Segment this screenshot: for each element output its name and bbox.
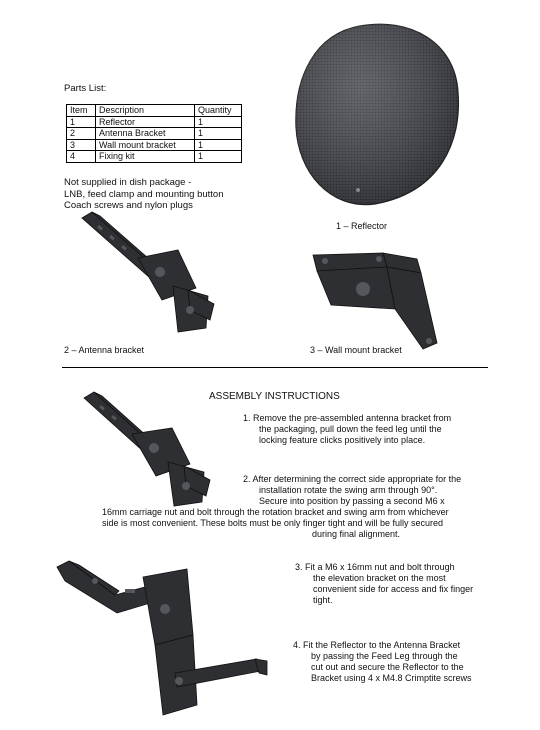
column-header-description: Description [96,105,195,117]
wall-mount-bracket-image [305,245,445,355]
step-line: by passing the Feed Leg through the [311,651,458,661]
table-cell: Antenna Bracket [96,128,195,140]
table-cell: Reflector [96,116,195,128]
parts-list-title: Parts List: [64,83,107,94]
assembly-title: ASSEMBLY INSTRUCTIONS [209,391,340,402]
table-cell: 1 [67,116,96,128]
assembly-step-2 [102,474,461,540]
swing-arm-assembly-image [55,555,270,720]
table-cell: 2 [67,128,96,140]
table-cell: 1 [195,116,242,128]
antenna-bracket-image [78,200,228,340]
table-cell: 1 [195,139,242,151]
table-row [67,128,242,140]
step-line: the elevation bracket on the most [313,573,446,583]
step-line: cut out and secure the Reflector to the [311,662,464,672]
caption-reflector: 1 – Reflector [336,221,388,231]
assembly-step-1 [243,413,451,446]
step-line: side is most convenient. These bolts must be only finger tight and will be fully secured [102,518,444,528]
column-header-quantity: Quantity [195,105,242,117]
step-line: 16mm carriage nut and bolt through the rotation bracket and swing arm from whichever [102,507,449,517]
section-divider [62,367,488,368]
table-cell: 1 [195,128,242,140]
table-cell: Fixing kit [96,151,195,163]
step-line: tight. [313,595,333,605]
table-row [67,116,242,128]
step-line: Bracket using 4 x M4.8 Crimptite screws [311,673,472,683]
step-line: 3. Fit a M6 x 16mm nut and bolt through [295,562,455,572]
caption-antenna-bracket: 2 – Antenna bracket [64,345,145,355]
note-line: Not supplied in dish package - [64,177,192,188]
table-header-row [67,105,242,117]
assembly-step-4 [293,640,472,684]
step-line: 2. After determining the correct side appropriate for the [243,474,462,484]
step-line: installation rotate the swing arm through 90°. [259,485,438,495]
column-header-item: Item [67,105,96,117]
step-line: 1. Remove the pre-assembled antenna bracket from [243,413,452,423]
step-line: convenient side for access and fix finger [313,584,474,594]
assembly-step-3 [295,562,473,606]
table-row [67,139,242,151]
reflector-dish-image [290,12,465,212]
step-line: the packaging, pull down the feed leg until the [259,424,442,434]
parts-table [66,104,242,163]
step-line: 4. Fit the Reflector to the Antenna Bracket [293,640,461,650]
table-cell: 3 [67,139,96,151]
step-line: Secure into position by passing a second M6 x [259,496,445,506]
table-cell: 1 [195,151,242,163]
caption-wall-mount-bracket: 3 – Wall mount bracket [310,345,402,355]
table-cell: Wall mount bracket [96,139,195,151]
table-row [67,151,242,163]
note-line: LNB, feed clamp and mounting button [64,188,224,200]
step-line: during final alignment. [312,529,401,539]
note-line: Coach screws and nylon plugs [64,200,193,211]
step-line: locking feature clicks positively into place. [259,435,426,445]
table-cell: 4 [67,151,96,163]
